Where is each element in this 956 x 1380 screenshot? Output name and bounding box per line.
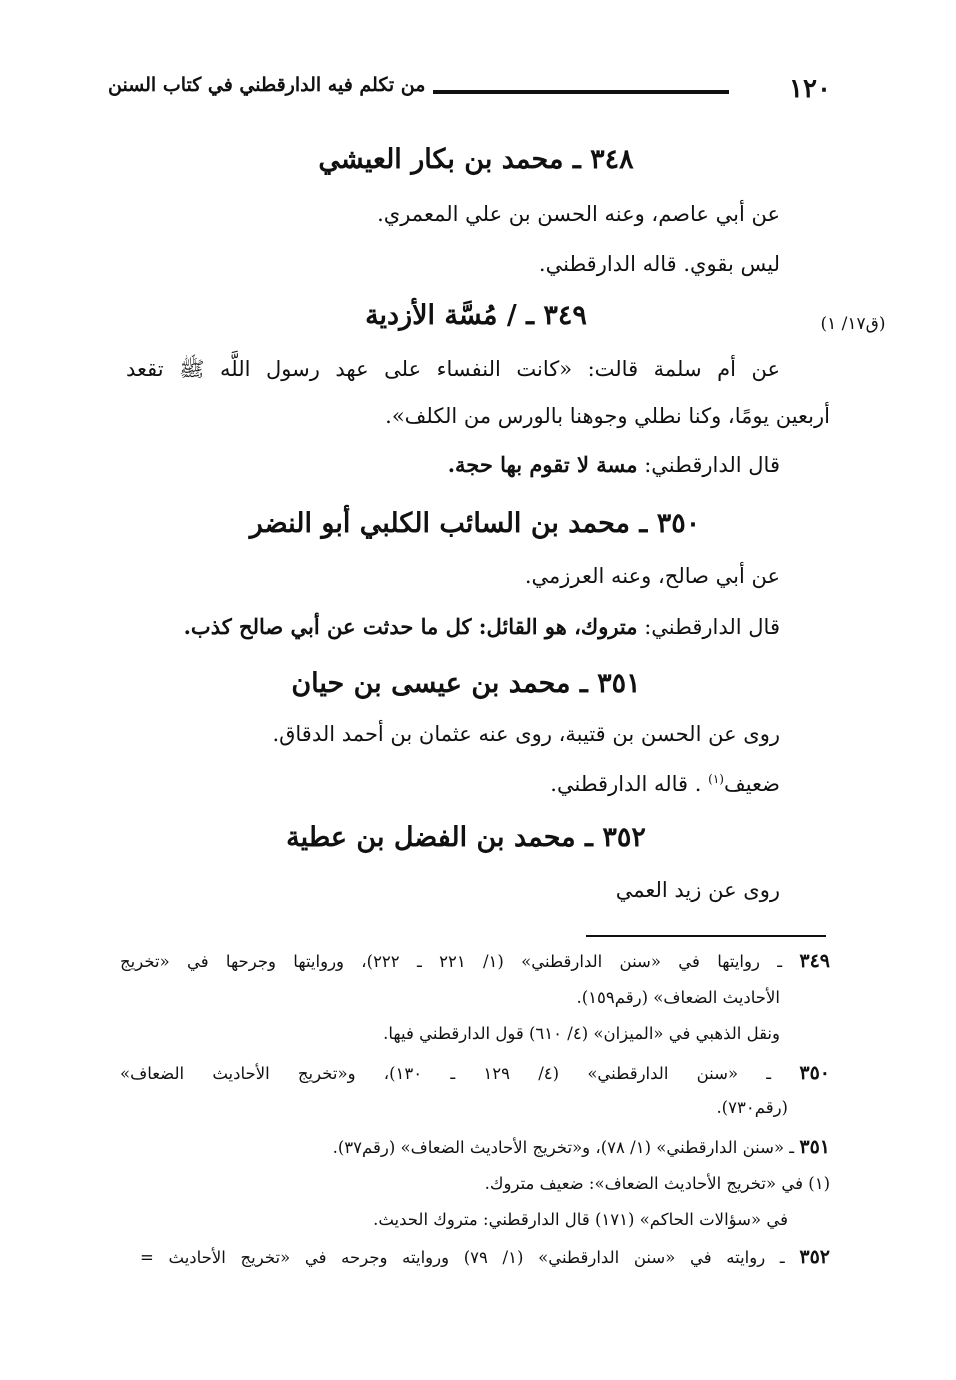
footnote-text: ـ «سنن الدارقطني» (٤/ ١٢٩ ـ ١٣٠)، و«تخريج الأحاديث الضعاف» — [120, 1064, 772, 1083]
entry-heading-352: ٣٥٢ ـ محمد بن الفضل بن عطية — [286, 822, 646, 853]
footnote-351-note1: (١) في «تخريج الأحاديث الضعاف»: ضعيف متروك. — [484, 1174, 830, 1193]
ruling-text: مسة لا تقوم بها حجة. — [447, 452, 638, 477]
entry-text-351-1: روى عن الحسن بن قتيبة، روى عنه عثمان بن أحمد الدقاق. — [272, 722, 780, 746]
manuscript-folio-note: (ق١٧/ ١) — [820, 314, 886, 334]
page-number: ١٢٠ — [789, 74, 831, 104]
entry-heading-348: ٣٤٨ ـ محمد بن بكار العيشي — [318, 144, 634, 175]
header-rule — [433, 90, 729, 94]
footnote-349-line1 — [120, 950, 830, 972]
footnote-text: ـ «سنن الدارقطني» (١/ ٧٨)، و«تخريج الأحاديث الضعاف» (رقم٣٧). — [332, 1138, 795, 1157]
ruling-text: متروك، هو القائل: كل ما حدثت عن أبي صالح كذب. — [183, 614, 638, 639]
ruling-lead: قال الدارقطني: — [644, 615, 780, 639]
entry-text-352-1: روى عن زيد العمي — [615, 878, 780, 902]
entry-text-349-1: عن أم سلمة قالت: «كانت النفساء على عهد رسول اللَّه ﷺ تقعد — [126, 357, 780, 381]
footnote-349-line3: ونقل الذهبي في «الميزان» (٤/ ٦١٠) قول الدارقطني فيها. — [383, 1024, 780, 1043]
footnote-352-line1 — [140, 1246, 830, 1268]
ruling-lead: قال الدارقطني: — [644, 453, 780, 477]
ruling-rest: . قاله الدارقطني. — [550, 772, 702, 796]
footnote-number: ٣٥٠ — [799, 1062, 830, 1084]
footnote-349-line2: الأحاديث الضعاف» (رقم١٥٩). — [576, 988, 780, 1007]
entry-text-350-2 — [120, 614, 780, 639]
entry-text-349-2: أربعين يومًا، وكنا نطلي وجوهنا بالورس من الكلف». — [385, 404, 830, 428]
footnote-350-line1 — [120, 1062, 830, 1084]
footnote-number: ٣٥٢ — [799, 1246, 830, 1268]
entry-heading-349: ٣٤٩ ـ / مُسَّة الأزدية — [365, 300, 587, 331]
ruling-word: ضعيف — [723, 772, 780, 796]
entry-text-351-2 — [300, 772, 780, 796]
footnote-number: ٣٥١ — [799, 1136, 830, 1158]
entry-text-348-1: عن أبي عاصم، وعنه الحسن بن علي المعمري. — [377, 202, 780, 226]
footnote-351-note2: في «سؤالات الحاكم» (١٧١) قال الدارقطني: متروك الحديث. — [373, 1210, 788, 1229]
footnote-text: ـ روايته في «سنن الدارقطني» (١/ ٧٩) وروايته وجرحه في «تخريج الأحاديث = — [140, 1248, 785, 1267]
footnote-350-line2: (رقم٧٣٠). — [716, 1098, 788, 1117]
running-title: من تكلم فيه الدارقطني في كتاب السنن — [108, 74, 426, 96]
footnote-marker: (١) — [708, 772, 724, 786]
entry-text-349-3 — [300, 452, 780, 477]
entry-heading-350: ٣٥٠ ـ محمد بن السائب الكلبي أبو النضر — [249, 508, 701, 539]
entry-text-348-2: ليس بقوي. قاله الدارقطني. — [538, 252, 780, 276]
footnote-text: ـ روايتها في «سنن الدارقطني» (١/ ٢٢١ ـ ٢٢٢)، وروايتها وجرحها في «تخريج — [120, 952, 783, 971]
footnote-number: ٣٤٩ — [799, 950, 830, 972]
entry-heading-351: ٣٥١ ـ محمد بن عيسى بن حيان — [291, 668, 641, 699]
entry-text-350-1: عن أبي صالح، وعنه العرزمي. — [524, 564, 780, 588]
footnote-separator — [586, 935, 826, 937]
footnote-351-line1 — [200, 1136, 830, 1158]
